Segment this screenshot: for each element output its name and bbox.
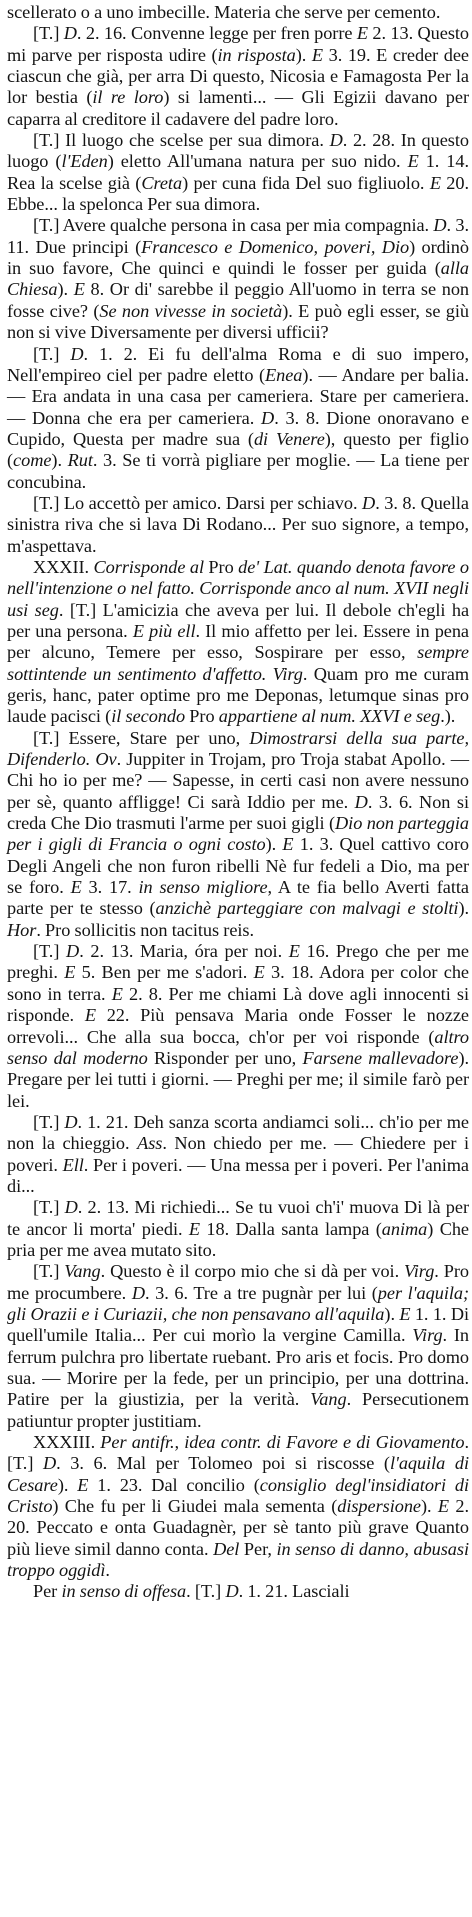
entry-paragraph: XXXIII. Per antifr., idea contr. di Favore e di Giovamento. [T.] D. 3. 6. Mal per Tolomeo poi si riscosse (l'aquila di Cesare). E 1. 23. Dal concilio (consiglio degl'insidiatori di Cristo) Che fu per li Giudei mala sementa (dispersione). E 2. 20. Peccato e onta Guadagnèr, per sè tanto più grave Quanto più lieve simil danno conta. Del Per, in senso di danno, abusasi troppo oggidì. [7, 1432, 469, 1581]
entry-paragraph: [T.] Vang. Questo è il corpo mio che si dà per voi. Virg. Pro me procumbere. D. 3. 6. Tre a tre pugnàr per lui (per l'aquila; gli Orazii e i Curiazii, che non pensavano all'aquila). E 1. 1. Di quell'umile Italia... Per cui morìo la vergine Camilla. Virg. In ferrum pulchra pro libertate ruebant. Pro aris et focis. Pro domo sua. — Morire per la fede, per un principio, per una dottrina. Patire per la giustizia, per la verità. Vang. Persecutionem patiuntur propter justitiam. [7, 1261, 470, 1431]
entry-paragraph: [T.] D. 2. 16. Convenne legge per fren porre E 2. 13. Questo mi parve per risposta udire (in risposta). E 3. 19. E creder dee ciascun che già, per arra Di questo, Nicosia e Famagosta Per la lor bestia (il re loro) si lamenti... — Gli Egizii davano per caparra al creditore il cadavere del padre loro. [7, 23, 469, 129]
entry-paragraph: Per in senso di offesa. [T.] D. 1. 21. Lasciali [33, 1581, 350, 1602]
entry-paragraph: [T.] Avere qualche persona in casa per mia compagnia. D. 3. 11. Due principi (Francesco e Domenico, poveri, Dio) ordinò in suo favore, Che quinci e quindi le fosser per guida (alla Chiesa). E 8. Or di' sarebbe il peggio All'uomo in terra se non fosse cive? (Se non vivesse in società). E può egli esser, se giù non si vive Diversamente per diversi ufficii? [7, 215, 470, 343]
entry-paragraph: scellerato o a uno imbecille. Materia che serve per cemento. [7, 2, 441, 22]
entry-paragraph: [T.] D. 1. 21. Deh sanza scorta andiamci soli... ch'io per me non la chieggio. Ass. Non chiedo per me. — Chiedere per i poveri. Ell. Per i poveri. — Una messa per i poveri. Per l'anima di... [7, 1111, 469, 1196]
entry-paragraph: [T.] D. 2. 13. Maria, óra per noi. E 16. Prego che per me preghi. E 5. Ben per me s'adori. E 3. 18. Adora per color che sono in terra. E 2. 8. Per me chiami Là dove agli innocenti si risponde. E 22. Più pensava Maria onde Fosser le nozze orrevoli... Che alla sua bocca, ch'or per voi risponde (altro senso dal moderno Risponder per uno, Farsene mallevadore). Pregare per lei tutti i giorni. — Preghi per me; il simile farò per lei. [7, 941, 469, 1111]
entry-paragraph: [T.] D. 2. 13. Mi richiedi... Se tu vuoi ch'i' muova Di là per te ancor li morta' piedi. E 18. Dalla santa lampa (anima) Che pria per me avea mutato sito. [7, 1197, 469, 1260]
entry-paragraph: [T.] D. 1. 2. Ei fu dell'alma Roma e di suo impero, Nell'empireo ciel per padre eletto (Enea). — Andare per balia. — Era andata in una casa per cameriera. Stare per cameriera. — Donna che era per cameriera. D. 3. 8. Dione onoravano e Cupido, Questa per madre sua (di Venere), questo per figlio (come). Rut. 3. Se ti vorrà pigliare per moglie. — La tiene per concubina. [7, 343, 470, 492]
entry-paragraph: [T.] Essere, Stare per uno, Dimostrarsi della sua parte, Difenderlo. Ov. Juppiter in Trojam, pro Troja stabat Apollo. — Chi ho io per me? — Sapesse, in certi casi non avere nessuno per sè, quanto affligge! Ci sarà Iddio per me. D. 3. 6. Non si creda Che Dio trasmuti l'arme per suoi gigli (Dio non parteggia per i gigli di Francia o ogni costo). E 1. 3. Quel cattivo coro Degli Angeli che non furon ribelli Nè fur fedeli a Dio, ma per se foro. E 3. 17. in senso migliore, A te fia bello Averti fatta parte per te stesso (anzichè parteggiare con malvagi e stolti). Hor. Pro sollicitis non tacitus reis. [7, 727, 470, 940]
entry-paragraph: [T.] Il luogo che scelse per sua dimora. D. 2. 28. In questo luogo (l'Eden) eletto All'umana natura per suo nido. E 1. 14. Rea la scelse già (Creta) per cuna fida Del suo figliuolo. E 20. Ebbe... la spelonca Per sua dimora. [7, 130, 470, 215]
entry-paragraph: XXXII. Corrisponde al Pro de' Lat. quando denota favore o nell'intenzione o nel fatto. Corrisponde anco al num. XVII negli usi seg. [T.] L'amicizia che aveva per lui. Il debole ch'egli ha per una persona. E più ell. Il mio affetto per lei. Essere in pena per alcuno, Temere per esso, Sospirare per esso, sempre sottintende un sentimento d'affetto. Virg. Quam pro me curam geris, hanc, pater optime pro me Deponas, letumque sinas pro laude pacisci (il secondo Pro appartiene al num. XXVI e seg.). [7, 556, 470, 727]
entry-paragraph: [T.] Lo accettò per amico. Darsi per schiavo. D. 3. 8. Quella sinistra riva che si lava Di Rodano... Per suo signore, a tempo, m'aspettava. [7, 492, 469, 556]
